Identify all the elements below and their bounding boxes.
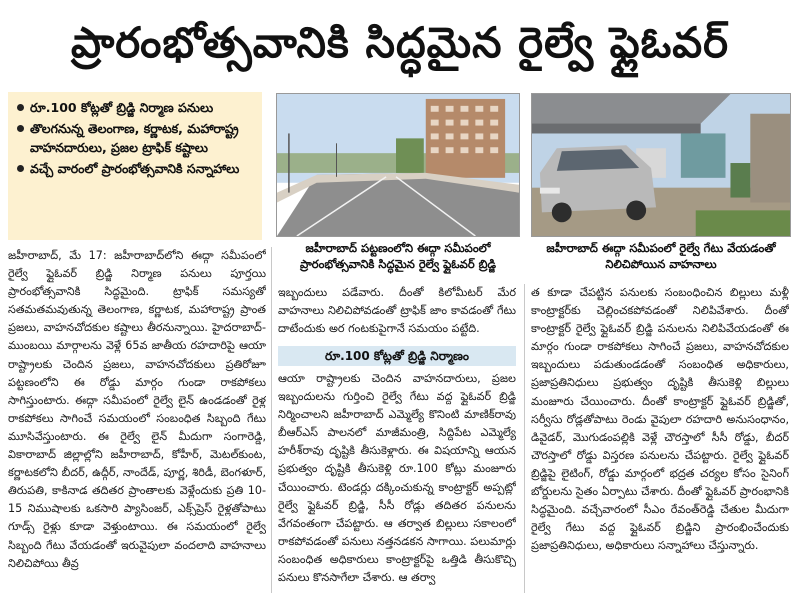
article-column-3: త కూడా చేపట్టిన పనులకు సంబంధించిన బిల్లులు మళ్లీ కాంట్రాక్టర్‌కు చెల్లించకపోవడంతో నిలిపివేశారు. దీంతో కాంట్రాక్టర్ రైల్వే ఫ్లైఓవర్ బ్రిడ్జి పనులను నిలిపివేయడంతో ఈ మార్గం గుండా రాకపోకలు సాగించే ప్రజలు, వాహనచోదకుల ఇబ్బందులు పడుతుండడంతో సంబంధిత అధికారులు, ప్రజాప్రతినిధులు ప్రభుత్వం దృష్టికి తీసుకెళ్లి బిల్లులు మంజూరు చేయించారు. దీంతో కాంట్రాక్టర్ ఫ్లైఓవర్ బ్రిడ్జితో, సర్వీసు రోడ్లతోపాటు రెండు వైపులా రహదారి అనుసంధానం, డివైడర్, మొగుడంపల్లికి వెళ్లే చౌరస్తాలో సీసీ రోడ్డు, బీదర్ చౌరస్తాలో రోడ్డు విస్తరణ పనులను చేపట్టారు. రైల్వే ఫ్లైఓవర్ బ్రిడ్జిపై లైటింగ్, రోడ్డు మార్గంలో భద్రత చర్యల కోసం సైనింగ్ బోర్డులను సైతం ఏర్పాటు చేశారు. దీంతో ఫ్లైఓవర్ ప్రారంభానికి సిద్ధమైంది. వచ్చేవారంలో సీఎం రేవంత్‌రెడ్డి చేతుల మీదుగా రైల్వే గేటు వద్ద ఫ్లైఓవర్ బ్రిడ్జిని ప్రారంభించేందుకు ప్రజాప్రతినిధులు, అధికారులు సన్నాహాలు చేస్తున్నారు. <box>531 286 789 553</box>
photo-caption: జహీరాబాద్ ఈద్గా సమీపంలో రైల్వే గేటు వేయడంతో నిలిచిపోయిన వాహనాలు <box>546 241 776 271</box>
highlights-box <box>8 92 262 240</box>
flyover-road-photo <box>276 93 520 237</box>
highlight-item: వచ్చే వారంలో ప్రారంభోత్సవానికి సన్నాహాలు <box>16 159 256 178</box>
highlight-item: తొలగనున్న తెలంగాణ, కర్ణాటక, మహారాష్ట్ర వాహనదారులు, ప్రజల ట్రాఫిక్ కష్టాలు <box>16 119 256 157</box>
vehicles-at-gate-photo <box>531 93 791 237</box>
column-divider <box>524 284 525 593</box>
column-divider <box>271 247 272 593</box>
article-column-2-bottom: ఆయా రాష్ట్రాలకు చెందిన వాహనదారులు, ప్రజల ఇబ్బందులను గుర్తించి రైల్వే గేటు వద్ద ఫ్లైఓవర్ బ్రిడ్జి నిర్మించాలని జహీరాబాద్ ఎమ్మెల్యే కొనింటి మాణిక్‌రావు బీఆర్ఎస్ పాలనలో మాజీమంత్రి, సిద్దిపేట ఎమ్మెల్యే హరీశ్‌రావు దృష్టికి తీసుకెళ్లారు. ఈ విషయాన్ని ఆయన ప్రభుత్వం దృష్టికి తీసుకెళ్లి రూ.100 కోట్లు మంజూరు చేయించారు. టెండర్లు దక్కించుకున్న కాంట్రాక్టర్ అప్పట్లో రైల్వే ఫ్లైఓవర్ బ్రిడ్జి, సీసీ రోడ్లు తదితర పనులను వేగవంతంగా చేపట్టారు. ఆ తర్వాత బిల్లులు సకాలంలో రాకపోవడంతో పనులు నత్తనడకన సాగాయి. పలుమార్లు సంబంధిత అధికారులు కాంట్రాక్టర్‌పై ఒత్తిడి తీసుకొచ్చి పనులు కొనసాగేలా చేశారు. ఆ తర్వా <box>278 372 516 585</box>
article-column-1: జహీరాబాద్, మే 17: జహీరాబాద్‌లోని ఈద్గా సమీపంలో రైల్వే ఫ్లైఓవర్ బ్రిడ్జి నిర్మాణ పనులు పూర్తయి ప్రారంభోత్సవానికి సిద్ధమైంది. ట్రాఫిక్ సమస్యతో సతమతమవుతున్న తెలంగాణ, కర్ణాటక, మహారాష్ట్ర ప్రాంత ప్రజలు, వాహనచోదకుల కష్టాలు తీరనున్నాయి. హైదరాబాద్-ముంబయి మార్గాలను వెళ్లే 65వ జాతీయ రహదారిపై ఆయా రాష్ట్రాలకు చెందిన ప్రజలు, వాహనచోదకులు ప్రతిరోజూ పట్టణంలోని ఈ రోడ్డు మార్గం గుండా రాకపోకలు సాగిస్తుంటారు. ఈద్గా సమీపంలో రైల్వే లైన్ ఉండడంతో రైళ్ల రాకపోకలు సాగించే సమయంలో సంబంధిత సిబ్బంది గేటు మూసివేస్తుంటారు. ఈ రైల్వే లైన్ మీదుగా సంగారెడ్డి, వికారాబాద్ జిల్లాల్లోని జహీరాబాద్, కోహీర్, మెటల్‌కుంట, కర్ణాటకలోని బీదర్, ఉద్గీర్, నాందేడ్, పూర్ణ, శిరిడీ, బెంగళూర్, తిరుపతి, కాకినాడ తదితర ప్రాంతాలకు వెళ్లేందుకు ప్రతి 10-15 నిముషాలకు ఒకసారి ప్యాసింజర్, ఎక్స్‌ప్రెస్ రైళ్లతోపాటు గూడ్స్ రైళ్లు కూడా వెళ్తుంటాయి. ఈ సమయంలో రైల్వే సిబ్బంది గేటు వేయడంతో ఇరువైపులా వందలాది వాహనాలు నిలిచిపోయి తీవ్ర <box>8 249 266 570</box>
article-column-2-top: ఇబ్బందులు పడేవారు. దీంతో కిలోమీటర్ మేర వాహనాలు నిలిచిపోవడంతో ట్రాఫిక్ జాం కావడంతో గేటు దాటేందుకు అర గంటకుపైగానే సమయం పట్టేది. <box>278 286 516 336</box>
headline: ప్రారంభోత్సవానికి సిద్ధమైన రైల్వే ఫ్లైఓవర్ <box>70 18 730 67</box>
photo-caption: జహీరాబాద్ పట్టణంలోని ఈద్గా సమీపంలో ప్రారంభోత్సవానికి సిద్ధమైన రైల్వే ఫ్లైఓవర్ బ్రిడ్జి <box>299 241 497 271</box>
section-subhead: రూ.100 కోట్లతో బ్రిడ్జి నిర్మాణం <box>278 346 516 366</box>
highlight-item: రూ.100 కోట్లతో బ్రిడ్జి నిర్మాణ పనులు <box>16 98 256 117</box>
